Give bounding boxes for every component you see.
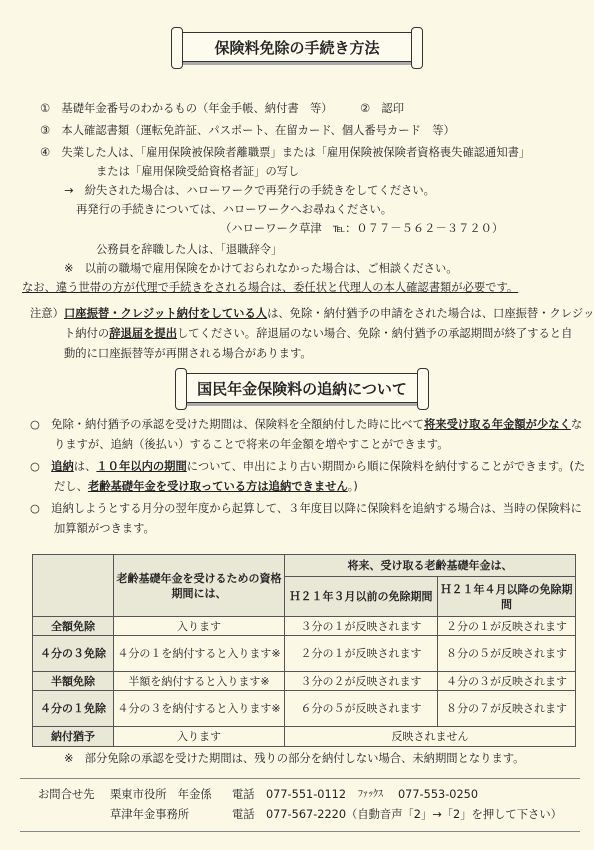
contact-label: お問合せ先 bbox=[38, 788, 95, 801]
table-row bbox=[33, 727, 576, 747]
section-title-exemption: 保険料免除の手続き方法 bbox=[178, 32, 416, 62]
header-qualification: 老齢基礎年金を受けるための資格期間には、 bbox=[114, 555, 285, 617]
caution-text-2c: してください。辞退届のない場合、免除・納付猶予の承認期間が終了すると自 bbox=[177, 327, 573, 340]
bullet-2-line-1 bbox=[30, 460, 585, 474]
caution-line-1 bbox=[64, 307, 594, 321]
contact-fax: 077-553-0250 bbox=[398, 788, 479, 801]
table-note: ※ 部分免除の承認を受けた期間は、残りの部分を納付しない場合、未納期間となります。 bbox=[64, 752, 525, 765]
bullet-1-line-2: りますが、追納（後払い）することで将来の年金額を増やすことができます。 bbox=[54, 438, 449, 451]
row-before: ３分の１が反映されます bbox=[285, 617, 438, 636]
bullet-3-line-1: ○ 追納しようとする月分の翌年度から起算して、３年度目以降に保険料を追納する場合は、当時の保険料に bbox=[30, 502, 582, 515]
contact-fax-label: ﾌｧｯｸｽ bbox=[358, 789, 383, 800]
b2-highlight: 老齢基礎年金を受け取っている方は追納できません bbox=[87, 480, 348, 493]
caution-line-2 bbox=[64, 327, 572, 341]
table-row bbox=[33, 617, 576, 636]
item-4b: または「雇用保険受給資格者証」の写し bbox=[96, 165, 300, 178]
contact-org-1: 栗東市役所 年金係 bbox=[110, 788, 212, 801]
table-corner bbox=[33, 555, 114, 617]
item-4a: ④ 失業した人は、「雇用保険被保険者離職票」または「雇用保険被保険者資格喪失確認通知書」 bbox=[40, 146, 531, 159]
b2-ten-years: １０年以内の期間 bbox=[96, 460, 187, 473]
caution-text-1: は、免除・納付猶予の申請をされた場合は、口座振替・クレジッ bbox=[267, 307, 594, 320]
b2-end: 。) bbox=[347, 480, 358, 493]
row-after: ８分の５が反映されます bbox=[438, 636, 576, 672]
row-before-after: 反映されません bbox=[285, 727, 576, 747]
bullet-2-line-2 bbox=[54, 480, 358, 494]
table-row bbox=[33, 636, 576, 672]
table-row bbox=[33, 691, 576, 727]
row-name: 半額免除 bbox=[33, 672, 114, 691]
row-before: ２分の１が反映されます bbox=[285, 636, 438, 672]
civil-servant-note: 公務員を辞職した人は、「退職辞令」 bbox=[96, 243, 283, 256]
header-future-pension: 将来、受け取る老齢基礎年金は、 bbox=[285, 555, 576, 577]
row-qualification: ４分の３を納付すると入ります※ bbox=[114, 691, 285, 727]
b1-highlight: 将来受け取る年金額が少なく bbox=[423, 418, 571, 431]
bullet-3-line-2: 加算額がつきます。 bbox=[54, 522, 155, 535]
row-name: ４分の１免除 bbox=[33, 691, 114, 727]
contact-box bbox=[20, 778, 580, 832]
row-before: ６分の５が反映されます bbox=[285, 691, 438, 727]
arrow-line-2: 再発行の手続きについては、ハローワークへお尋ねください。 bbox=[76, 203, 393, 216]
contact-tel-2: 077-567-2220（自動音声「2」→「2」を押して下さい） bbox=[266, 808, 562, 821]
row-qualification: ４分の１を納付すると入ります※ bbox=[114, 636, 285, 672]
b2-wa: は、 bbox=[73, 460, 97, 473]
bullet-1-line-1 bbox=[30, 418, 582, 432]
caution-highlight-1: 口座振替・クレジット納付をしている人 bbox=[64, 307, 268, 320]
caution-line-3: 動的に口座振替等が再開される場合があります。 bbox=[64, 347, 312, 360]
row-qualification: 半額を納付すると入ります※ bbox=[114, 672, 285, 691]
row-before: ３分の２が反映されます bbox=[285, 672, 438, 691]
arrow-line-1: → 紛失された場合は、ハローワークで再発行の手続きをしてください。 bbox=[64, 184, 435, 197]
b1-text: ○ 免除・納付猶予の承認を受けた期間は、保険料を全額納付した時に比べて bbox=[30, 418, 424, 431]
row-name: ４分の３免除 bbox=[33, 636, 114, 672]
contact-org-2: 草津年金事務所 bbox=[110, 808, 190, 821]
b2-tsuino: 追納 bbox=[51, 460, 74, 473]
row-qualification: 入ります bbox=[114, 617, 285, 636]
row-after: ４分の３が反映されます bbox=[438, 672, 576, 691]
insurance-note: ※ 以前の職場で雇用保険をかけておられなかった場合は、ご相談ください。 bbox=[64, 262, 458, 275]
proxy-note: なお、違う世帯の方が代理で手続きをされる場合は、委任状と代理人の本人確認書類が必要です。 bbox=[22, 281, 519, 294]
contact-tel-1: 077-551-0112 bbox=[266, 788, 347, 801]
b1-tail: な bbox=[570, 418, 583, 431]
item-1: ① 基礎年金番号のわかるもの（年金手帳、納付書 等） bbox=[40, 102, 333, 115]
item-3: ③ 本人確認書類（運転免許証、パスポート、在留カード、個人番号カード 等） bbox=[40, 124, 455, 137]
row-name: 納付猶予 bbox=[33, 727, 114, 747]
caution-label: 注意） bbox=[30, 307, 64, 320]
header-before-h21: Ｈ２１年３月以前の免除期間 bbox=[285, 577, 438, 617]
contact-tel-label-1: 電話 bbox=[232, 788, 255, 801]
row-qualification: 入ります bbox=[114, 727, 285, 747]
item-2: ② 認印 bbox=[360, 102, 405, 115]
row-name: 全額免除 bbox=[33, 617, 114, 636]
hellowork-phone: （ハローワーク草津 ℡：０７７－５６２－３７２０） bbox=[220, 222, 504, 235]
b2-mark: ○ bbox=[30, 460, 52, 473]
caution-text-2a: ト納付の bbox=[64, 327, 110, 340]
exemption-table bbox=[32, 554, 576, 747]
row-after: ８分の７が反映されます bbox=[438, 691, 576, 727]
section-title-tsuino: 国民年金保険料の追納について bbox=[182, 373, 422, 403]
table-row bbox=[33, 672, 576, 691]
contact-tel-label-2: 電話 bbox=[232, 808, 255, 821]
b2-text: について、申出により古い期間から順に保険料を納付することができます。(た bbox=[186, 460, 586, 473]
caution-highlight-2: 辞退届を提出 bbox=[109, 327, 177, 340]
header-after-h21: Ｈ２１年４月以降の免除期間 bbox=[438, 577, 576, 617]
b2-tadashi: だし、 bbox=[54, 480, 88, 493]
row-after: ２分の１が反映されます bbox=[438, 617, 576, 636]
